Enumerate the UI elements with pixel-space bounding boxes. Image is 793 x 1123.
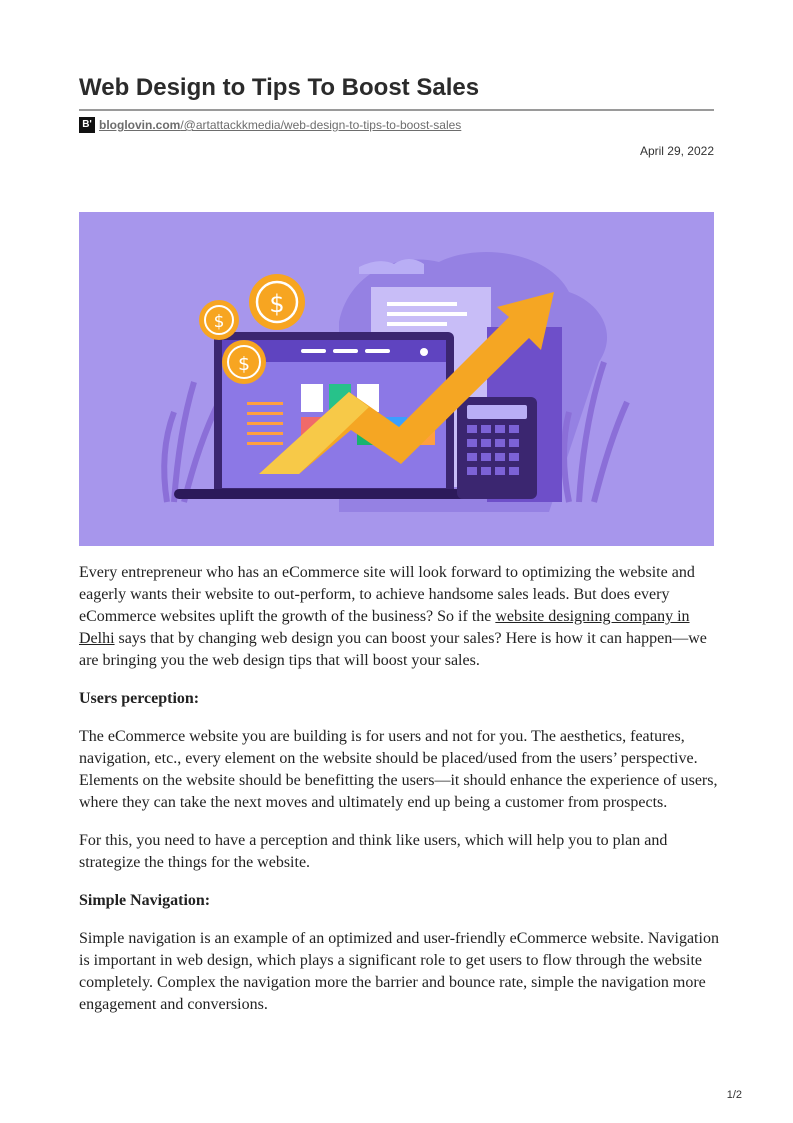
svg-text:$: $ <box>237 353 251 375</box>
bloglovin-logo-icon: B' <box>79 117 95 133</box>
simple-navigation-paragraph: Simple navigation is an example of an optimized and user-friendly eCommerce website. Navigation is important in web design, which plays a significant role to get users to flow through the website completely. Complex the navigation more the barrier and bounce rate, simple the navigation more engagement and conversions. <box>79 930 719 1013</box>
source-domain: bloglovin.com <box>99 118 181 132</box>
intro-paragraph <box>79 562 719 672</box>
users-perception-paragraph-2: For this, you need to have a perception and think like users, which will help you to plan and strategize the things for the website. <box>79 832 668 871</box>
hero-illustration <box>79 212 714 546</box>
intro-text-start: Every entrepreneur who has an eCommerce site will look forward to optimizing the website and eagerly wants their website to out-perform, to achieve handsome sales leads. But does every eCommerce websites uplift the growth of the business? So if the <box>79 564 695 625</box>
publish-date: April 29, 2022 <box>639 144 714 158</box>
svg-text:$: $ <box>213 312 225 332</box>
article-title: Web Design to Tips To Boost Sales <box>79 74 480 101</box>
svg-text:$: $ <box>269 290 285 318</box>
article-body <box>79 562 719 1032</box>
source-link[interactable] <box>99 117 461 133</box>
users-perception-paragraph-1: The eCommerce website you are building is for users and not for you. The aesthetics, features, navigation, etc., every element on the website should be placed/used from the users’ perspective. Elements on the website should be benefitting the users—it should enhance the experience of users, where they can take the next moves and ultimately end up being a customer from prospects. <box>79 728 718 811</box>
intro-text-end: says that by changing web design you can boost your sales? Here is how it can happen—we are bringing you the web design tips that will boost your sales. <box>79 630 707 669</box>
website-designing-company-link[interactable]: website designing company in Delhi <box>79 608 690 647</box>
page-number: 1/2 <box>726 1089 742 1101</box>
section-heading-users-perception: Users perception: <box>79 690 200 707</box>
section-heading-simple-navigation: Simple Navigation: <box>79 892 211 909</box>
source-line <box>79 117 461 133</box>
title-divider <box>79 109 714 111</box>
source-path: /@artattackkmedia/web-design-to-tips-to-boost-sales <box>180 118 462 132</box>
